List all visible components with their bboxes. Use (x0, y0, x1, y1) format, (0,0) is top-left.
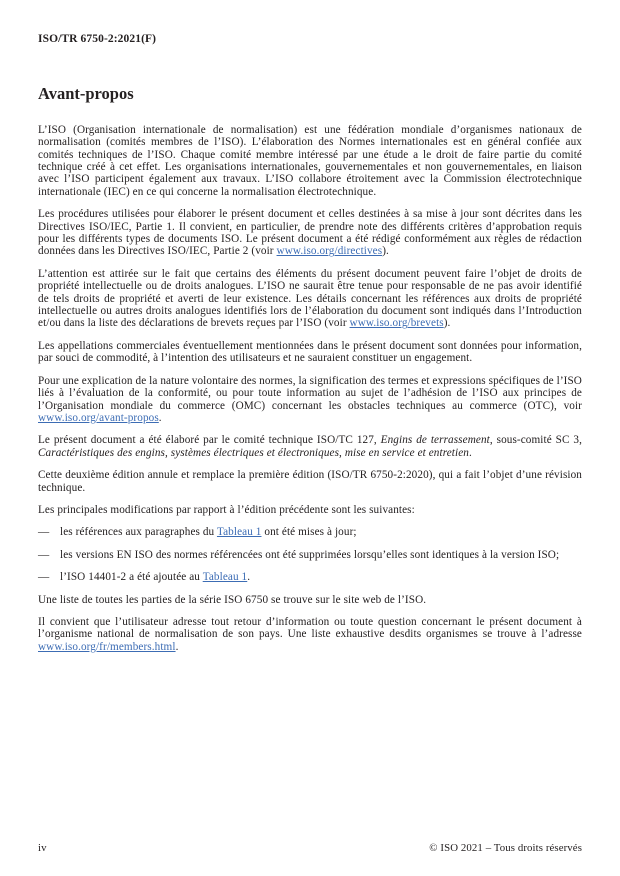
list-item-text: les versions EN ISO des normes référencées ont été supprimées lorsqu’elles sont identiques à la version ISO; (60, 548, 560, 561)
hyperlink[interactable]: www.iso.org/directives (276, 245, 383, 258)
list-item (38, 526, 582, 538)
paragraph: Les principales modifications par rapport à l’édition précédente sont les suivantes: (38, 503, 415, 516)
hyperlink[interactable]: www.iso.org/fr/members.html (38, 640, 176, 653)
paragraph: Pour une explication de la nature volontaire des normes, la signification des termes et expressions spécifiques de l’ISO liés à l’évaluation de la conformité, ou pour toute information au sujet de l’adhésion de l’ISO aux principes de l’Organisation mondiale du commerce (OMC) concernant les obstacles techniques au commerce (OTC), voir www.iso.org/avant-propos. (38, 374, 582, 424)
hyperlink[interactable]: www.iso.org/brevets (349, 317, 444, 330)
list-item-text: l’ISO 14401-2 a été ajoutée au Tableau 1. (60, 571, 251, 584)
paragraph: L’attention est attirée sur le fait que certains des éléments du présent document peuvent faire l’objet de droits de propriété intellectuelle ou de droits analogues. L’ISO ne saurait être tenue pour responsable de ne pas avoir identifié de tels droits de propriété et averti de leur existence. Les détails concernant les références aux droits de propriété intellectuelle ou autres droits analogues identifiés lors de l’élaboration du document sont indiqués dans l’Introduction et/ou dans la liste des déclarations de brevets reçues par l’ISO (voir www.iso.org/brevets). (38, 267, 582, 330)
list-dash: — (38, 526, 50, 539)
italic-text: Caractéristiques des engins, systèmes électriques et électroniques, mise en service et entretien (38, 446, 469, 459)
list-item (38, 549, 582, 561)
copyright-notice: © ISO 2021 – Tous droits réservés (429, 842, 582, 854)
paragraph: Il convient que l’utilisateur adresse tout retour d’information ou toute question concernant le présent document à l’organisme national de normalisation de son pays. Une liste exhaustive desdits organismes se trouve à l’adresse www.iso.org/fr/members.html. (38, 615, 582, 653)
hyperlink[interactable]: Tableau 1 (216, 526, 262, 539)
paragraph: Une liste de toutes les parties de la série ISO 6750 se trouve sur le site web de l’ISO. (38, 593, 427, 606)
paragraph: Les appellations commerciales éventuellement mentionnées dans le présent document sont données pour information, par souci de commodité, à l’intention des utilisateurs et ne sauraient constituer un engagement. (38, 339, 582, 365)
list-dash: — (38, 571, 50, 584)
running-header: ISO/TR 6750-2:2021(F) (38, 33, 157, 45)
paragraph: Le présent document a été élaboré par le comité technique ISO/TC 127, Engins de terrassement, sous-comité SC 3, Caractéristiques des engins, systèmes électriques et électroniques, mise en service et entretien. (38, 434, 582, 459)
list-dash: — (38, 548, 50, 561)
page-title: Avant-propos (38, 84, 134, 103)
paragraph: Les procédures utilisées pour élaborer le présent document et celles destinées à sa mise à jour sont décrites dans les Directives ISO/IEC, Partie 1. Il convient, en particulier, de prendre note des différents critères d’approbation requis pour les différents types de documents ISO. Le présent document a été rédigé conformément aux règles de rédaction données dans les Directives ISO/IEC, Partie 2 (voir www.iso.org/directives). (38, 208, 582, 258)
paragraph: L’ISO (Organisation internationale de normalisation) est une fédération mondiale d’organismes nationaux de normalisation (comités membres de l’ISO). L’élaboration des Normes internationales est en général confiée aux comités techniques de l’ISO. Chaque comité membre intéressé par une étude a le droit de faire partie du comité technique créé à cet effet. Les organisations internationales, gouvernementales et non gouvernementales, en liaison avec l’ISO participent également aux travaux. L’ISO collabore étroitement avec la Commission électrotechnique internationale (IEC) en ce qui concerne la normalisation électrotechnique. (38, 123, 582, 198)
italic-text: Engins de terrassement (380, 434, 490, 447)
document-body (38, 124, 582, 653)
hyperlink[interactable]: Tableau 1 (202, 571, 248, 584)
list-item-text: les références aux paragraphes du Tableau 1 ont été mises à jour; (60, 526, 357, 539)
page-footer (38, 842, 582, 854)
hyperlink[interactable]: www.iso.org/avant-propos (38, 411, 159, 424)
page-number: iv (38, 842, 47, 854)
paragraph: Cette deuxième édition annule et remplace la première édition (ISO/TR 6750-2:2020), qui a fait l’objet d’une révision technique. (38, 469, 582, 494)
list-item (38, 571, 582, 583)
